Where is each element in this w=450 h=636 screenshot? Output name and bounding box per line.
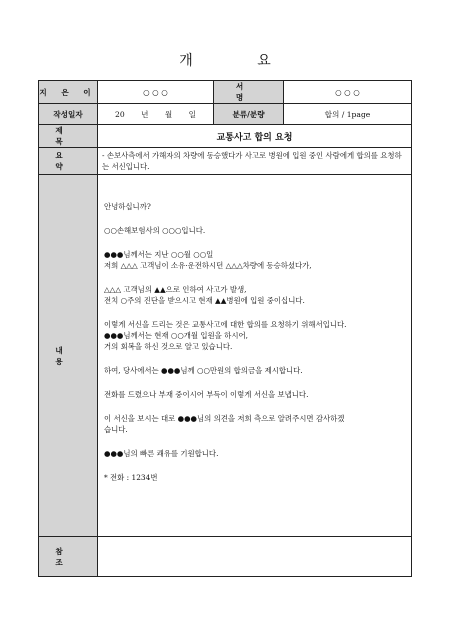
reference-value	[98, 537, 412, 577]
writer-value: ○ ○ ○	[98, 81, 214, 104]
row-subject	[39, 125, 412, 148]
page-title: 개 요	[179, 53, 301, 69]
letter-intro: ○○손해보험사의 ○○○입니다.	[104, 226, 206, 235]
row-reference	[39, 537, 412, 577]
reference-label: 참 조	[39, 537, 98, 577]
row-summary	[39, 148, 412, 175]
date-value: 20 년 월 일	[98, 104, 214, 125]
letter-line: 이 서신을 보시는 대로 ●●●님의 의견을 저희 측으로 알려주시면 감사하겠	[104, 414, 345, 423]
date-label: 작성일자	[39, 104, 98, 125]
letter-line: 하여, 당사에서는 ●●●님께 ○○만원의 합의금을 제시합니다.	[104, 366, 303, 375]
letter-line: 전화를 드렸으나 부재 중이시어 부득이 이렇게 서신을 보냅니다.	[104, 390, 309, 399]
category-value: 합의 / 1page	[284, 104, 412, 125]
category-label: 분류/분량	[214, 104, 284, 125]
subject-value: 교통사고 합의 요청	[98, 125, 412, 148]
letter-phone: * 전화 : 1234번	[104, 473, 158, 482]
letter-body	[98, 175, 412, 537]
letter-closing: ●●●님의 빠른 쾌유를 기원합니다.	[104, 449, 219, 458]
summary-value: - 손보사측에서 가해자의 차량에 동승했다가 사고로 병원에 입원 중인 사람에게 합의를 요청하는 서신입니다.	[98, 148, 412, 175]
letter-line: ●●●님께서는 지난 ○○월 ○○일	[104, 250, 214, 259]
signature-label: 서 명	[214, 81, 284, 104]
signature-value: ○ ○ ○	[284, 81, 412, 104]
letter-line: ●●●님께서는 현재 ○○개월 입원을 하시어,	[104, 331, 248, 340]
subject-label: 제 목	[39, 125, 98, 148]
row-writer	[39, 81, 412, 104]
writer-label: 지 은 이	[39, 81, 98, 104]
row-content	[39, 175, 412, 537]
letter-greeting: 안녕하십니까?	[104, 202, 151, 211]
row-date	[39, 104, 412, 125]
letter-line: △△△ 고객님의 ▲▲으로 인하여 사고가 발생,	[104, 285, 247, 294]
letter-line: 거의 회복을 하신 것으로 알고 있습니다.	[104, 342, 233, 351]
summary-form-table	[38, 80, 412, 577]
letter-line: 전치 ○주의 진단을 받으시고 현재 ▲▲병원에 입원 중이십니다.	[104, 296, 305, 305]
summary-label: 요 약	[39, 148, 98, 175]
letter-line: 이렇게 서신을 드리는 것은 교통사고에 대한 합의를 요청하기 위해서입니다.	[104, 320, 347, 329]
letter-line: 저희 △△△ 고객님이 소유·운전하시던 △△△차량에 동승하셨다가,	[104, 261, 312, 270]
letter-line: 습니다.	[104, 425, 128, 434]
content-label: 내 용	[39, 175, 98, 537]
